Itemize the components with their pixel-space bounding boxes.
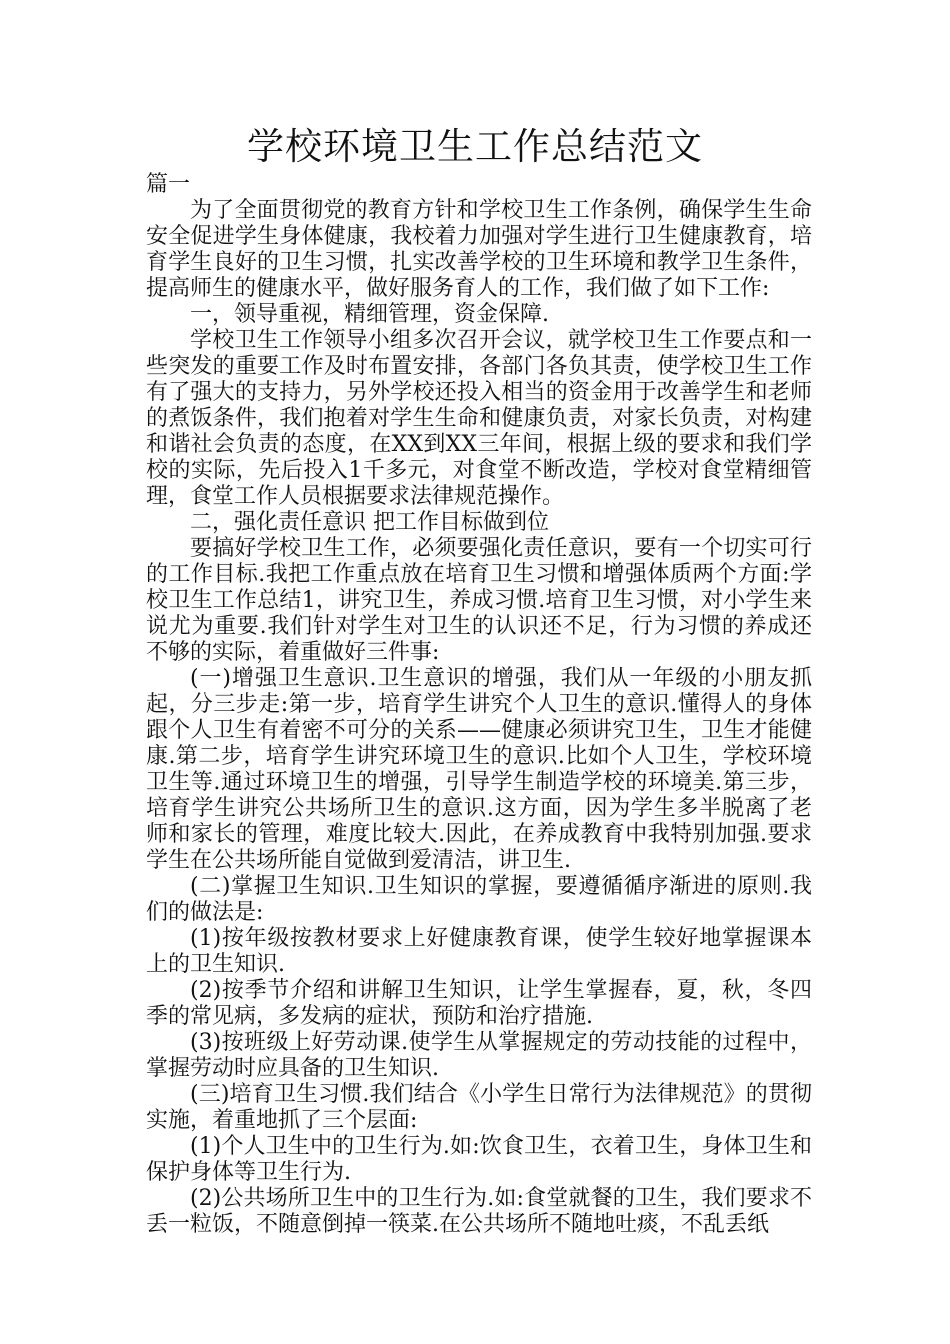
paragraph-leadership: 学校卫生工作领导小组多次召开会议，就学校卫生工作要点和一些突发的重要工作及时布置安排，各部门各负其责，使学校卫生工作有了强大的支持力，另外学校还投入相当的资金用于改善学生和老师的煮饭条件，我们抱着对学生生命和健康负责，对家长负责，对构建和谐社会负责的态度，在XX到XX三年间，根据上级的要求和我们学校的实际，先后投入1千多元，对食堂不断改造，学校对食堂精细管理，食堂工作人员根据要求法律规范操作。	[146, 328, 812, 509]
list-item-habits-2: (2)公共场所卫生中的卫生行为.如:食堂就餐的卫生，我们要求不丢一粒饭，不随意倒掉一筷菜.在公共场所不随地吐痰，不乱丢纸	[146, 1186, 812, 1237]
document-body	[146, 172, 812, 1238]
heading-leadership: 一，领导重视，精细管理，资金保障.	[190, 302, 549, 327]
paragraph-knowledge: (二)掌握卫生知识.卫生知识的掌握，要遵循循序渐进的原则.我们的做法是:	[146, 874, 812, 925]
list-item-knowledge-3: (3)按班级上好劳动课.使学生从掌握规定的劳动技能的过程中，掌握劳动时应具备的卫生知识.	[146, 1030, 812, 1081]
heading-responsibility: 二，强化责任意识 把工作目标做到位	[190, 510, 549, 535]
list-item-habits-1: (1)个人卫生中的卫生行为.如:饮食卫生，衣着卫生，身体卫生和保护身体等卫生行为.	[146, 1134, 812, 1185]
section-label: 篇一	[146, 172, 191, 197]
paragraph-habits: (三)培育卫生习惯.我们结合《小学生日常行为法律规范》的贯彻实施，着重地抓了三个层面:	[146, 1082, 812, 1133]
list-item-knowledge-1: (1)按年级按教材要求上好健康教育课，使学生较好地掌握课本上的卫生知识.	[146, 926, 812, 977]
document-title: 学校环境卫生工作总结范文	[247, 125, 703, 168]
paragraph-awareness: (一)增强卫生意识.卫生意识的增强，我们从一年级的小朋友抓起，分三步走:第一步，培育学生讲究个人卫生的意识.懂得人的身体跟个人卫生有着密不可分的关系——健康必须讲究卫生，卫生才能健康.第二步，培育学生讲究环境卫生的意识.比如个人卫生，学校环境卫生等.通过环境卫生的增强，引导学生制造学校的环境美.第三步，培育学生讲究公共场所卫生的意识.这方面，因为学生多半脱离了老师和家长的管理，难度比较大.因此，在养成教育中我特别加强.要求学生在公共场所能自觉做到爱清洁，讲卫生.	[146, 666, 812, 873]
paragraph-intro: 为了全面贯彻党的教育方针和学校卫生工作条例，确保学生生命安全促进学生身体健康，我校着力加强对学生进行卫生健康教育，培育学生良好的卫生习惯，扎实改善学校的卫生环境和教学卫生条件，提高师生的健康水平，做好服务育人的工作，我们做了如下工作:	[146, 198, 812, 301]
paragraph-responsibility: 要搞好学校卫生工作，必须要强化责任意识，要有一个切实可行的工作目标.我把工作重点放在培育卫生习惯和增强体质两个方面:学校卫生工作总结1，讲究卫生，养成习惯.培育卫生习惯，对小学生来说尤为重要.我们针对学生对卫生的认识还不足，行为习惯的养成还不够的实际，着重做好三件事:	[146, 536, 812, 665]
list-item-knowledge-2: (2)按季节介绍和讲解卫生知识，让学生掌握春，夏，秋，冬四季的常见病，多发病的症状，预防和治疗措施.	[146, 978, 812, 1029]
